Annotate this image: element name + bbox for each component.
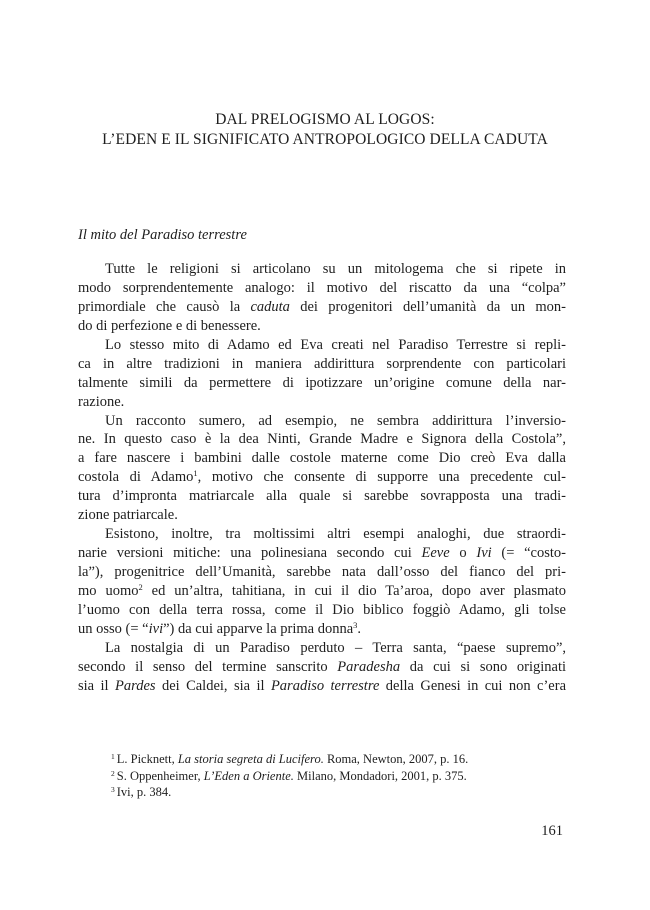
paragraph (78, 639, 566, 696)
section-heading: Il mito del Paradiso terrestre (78, 227, 247, 243)
italic-text: Pardes (114, 677, 156, 694)
text-line (78, 260, 566, 279)
text-line (78, 430, 566, 449)
text-run: mo uomo (78, 582, 139, 599)
text-run: ca in altre tradizioni in maniera addirittura sorprendente con particolari (78, 355, 566, 372)
italic-text: caduta (250, 298, 290, 315)
text-run: talmente simili da permettere di ipotizzare un’origine comune della nar- (78, 374, 566, 391)
text-line (78, 355, 566, 374)
text-line (78, 582, 566, 601)
footnote-reference: 3 (111, 785, 115, 794)
text-run: ed un’altra, tahitiana, in cui il dio Ta’aroa, dopo aver plasmato (142, 582, 566, 599)
text-line (78, 317, 566, 336)
footnote-reference: 3 (353, 619, 358, 630)
text-run: ne. In questo caso è la dea Ninti, Grande Madre e Signora della Costola”, (78, 431, 566, 448)
text-line (78, 506, 566, 525)
italic-text: Paradiso terrestre (270, 677, 380, 694)
text-line (78, 393, 566, 412)
text-run: (= “costo- (491, 545, 566, 562)
text-run: La nostalgia di un Paradiso perduto – Terra santa, “paese supremo”, (105, 639, 566, 656)
italic-text: Paradesha (337, 658, 401, 675)
text-run: Esistono, inoltre, tra moltissimi altri esempi analoghi, due straordi- (105, 526, 566, 543)
text-run: Roma, Newton, 2007, p. 16. (323, 752, 469, 766)
text-line (78, 658, 566, 677)
chapter-title-line-1: DAL PRELOGISMO AL LOGOS: (215, 111, 435, 128)
page-number: 161 (541, 823, 563, 839)
text-line (78, 525, 566, 544)
text-run: , motivo che consente di supporre una precedente cul- (197, 469, 566, 486)
text-run: do di perfezione e di benessere. (78, 317, 261, 334)
text-line (78, 449, 566, 468)
footnote-reference: 1 (111, 752, 115, 761)
text-line (78, 468, 566, 487)
paragraph (78, 525, 566, 639)
text-run: l’uomo con della terra rossa, come il Dio biblico foggiò Adamo, gli tolse (78, 601, 566, 618)
paragraph (78, 260, 566, 336)
italic-text: Ivi (476, 545, 492, 562)
text-line (78, 601, 566, 620)
text-run: primordiale che causò la (78, 298, 251, 315)
text-line (78, 677, 566, 696)
text-line (78, 298, 566, 317)
text-line (78, 544, 566, 563)
footnote-reference: 2 (138, 581, 143, 592)
footnote (111, 768, 468, 785)
text-run: razione. (78, 393, 125, 410)
text-run: della Genesi in cui non c’era (379, 677, 566, 694)
italic-text: Eeve (421, 545, 450, 562)
text-run: un osso (= “ (78, 620, 149, 637)
italic-text: La storia segreta di Lucifero. (177, 752, 324, 766)
text-run: tura d’impronta matriarcale alla quale si sarebbe sovrapposta una tradi- (78, 488, 566, 505)
text-line (78, 336, 566, 355)
footnote (111, 784, 468, 801)
text-line (78, 412, 566, 431)
footnote (111, 751, 468, 768)
text-run: o (449, 545, 477, 562)
italic-text: ivi (148, 620, 164, 637)
text-run: zione patriarcale. (78, 507, 178, 524)
text-line (78, 487, 566, 506)
chapter-title-line-2: L’EDEN E IL SIGNIFICATO ANTROPOLOGICO DELLA CADUTA (102, 130, 548, 148)
text-line (78, 374, 566, 393)
text-run: secondo il senso del termine sanscrito (78, 658, 338, 675)
text-run: da cui si sono originati (400, 658, 566, 675)
text-run: narie versioni mitiche: una polinesiana secondo cui (78, 545, 422, 562)
text-run: Lo stesso mito di Adamo ed Eva creati nel Paradiso Terrestre si repli- (105, 336, 566, 353)
text-run: dei progenitori dell’umanità da un mon- (289, 298, 566, 315)
italic-text: L’Eden a Oriente. (203, 768, 294, 783)
text-run: sia il (78, 677, 115, 694)
text-run: Ivi, p. 384. (116, 785, 172, 799)
text-run: a fare nascere i bambini dalle costole materne come Dio creò Eva dalla (78, 450, 566, 467)
text-line (78, 279, 566, 298)
text-line (78, 563, 566, 582)
text-run: Un racconto sumero, ad esempio, ne sembra addirittura l’inversio- (105, 412, 566, 429)
chapter-title (0, 110, 650, 149)
text-run: modo sorprendentemente analogo: il motivo del riscatto da una “colpa” (78, 279, 566, 296)
text-run: ”) da cui apparve la prima donna (163, 620, 354, 637)
text-line (78, 639, 566, 658)
footnotes (111, 751, 468, 801)
text-run: . (357, 620, 362, 637)
footnote-reference: 1 (193, 468, 198, 479)
text-run: Tutte le religioni si articolano su un mitologema che si ripete in (105, 261, 566, 277)
body-text (78, 260, 566, 696)
paragraph (78, 336, 566, 412)
text-run: la”), progenitrice dell’Umanità, sarebbe nata dall’osso del fianco del pri- (78, 564, 566, 580)
text-run: S. Oppenheimer, (116, 768, 204, 783)
text-run: costola di Adamo (78, 469, 194, 486)
paragraph (78, 412, 566, 526)
text-run: Milano, Mondadori, 2001, p. 375. (293, 768, 467, 783)
text-line (78, 620, 566, 639)
text-run: L. Picknett, (116, 752, 178, 766)
text-run: dei Caldei, sia il (155, 677, 271, 694)
footnote-reference: 2 (111, 768, 115, 778)
